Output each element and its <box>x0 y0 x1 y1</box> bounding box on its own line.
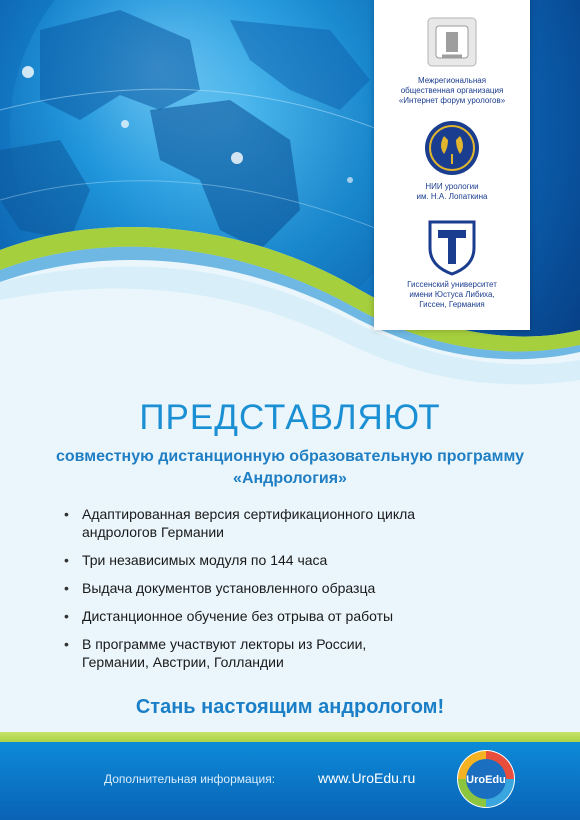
feature-item: • В программе участвуют лекторы из России, Германии, Австрии, Голландии <box>64 635 504 671</box>
feature-item: • Выдача документов установленного образца <box>64 579 504 597</box>
institute-emblem-icon <box>422 118 482 178</box>
partner-university-name: Гиссенский университет имени Юстуса Либиха, Гиссен, Германия <box>407 280 497 309</box>
partner-university <box>374 218 530 310</box>
headline: ПРЕДСТАВЛЯЮТ <box>139 398 441 437</box>
partner-institute-name: НИИ урологии им. Н.А. Лопаткина <box>416 182 488 201</box>
features-list <box>64 505 504 681</box>
website-link[interactable]: www.UroEdu.ru <box>318 770 416 786</box>
program-subtitle: совместную дистанционную образовательную программу «Андрология» <box>56 448 524 487</box>
partner-institute <box>374 118 530 202</box>
uroedu-logo-text: UroEdu <box>466 774 506 786</box>
footer-info-label: Дополнительная информация: <box>104 772 276 786</box>
partner-forum-name: Межрегиональная общественная организация «Интернет форум урологов» <box>398 76 506 105</box>
feature-item: • Три независимых модуля по 144 часа <box>64 551 504 569</box>
uroedu-logo-icon <box>454 747 518 813</box>
feature-item: • Дистанционное обучение без отрыва от работы <box>64 607 504 625</box>
university-shield-icon <box>424 218 480 276</box>
forum-logo-icon <box>422 12 482 72</box>
call-to-action: Стань настоящим андрологом! <box>135 696 445 718</box>
partners-panel <box>374 0 530 330</box>
footer <box>0 742 580 820</box>
feature-item: • Адаптированная версия сертификационного цикла андрологов Германии <box>64 505 504 541</box>
partner-forum <box>374 12 530 106</box>
